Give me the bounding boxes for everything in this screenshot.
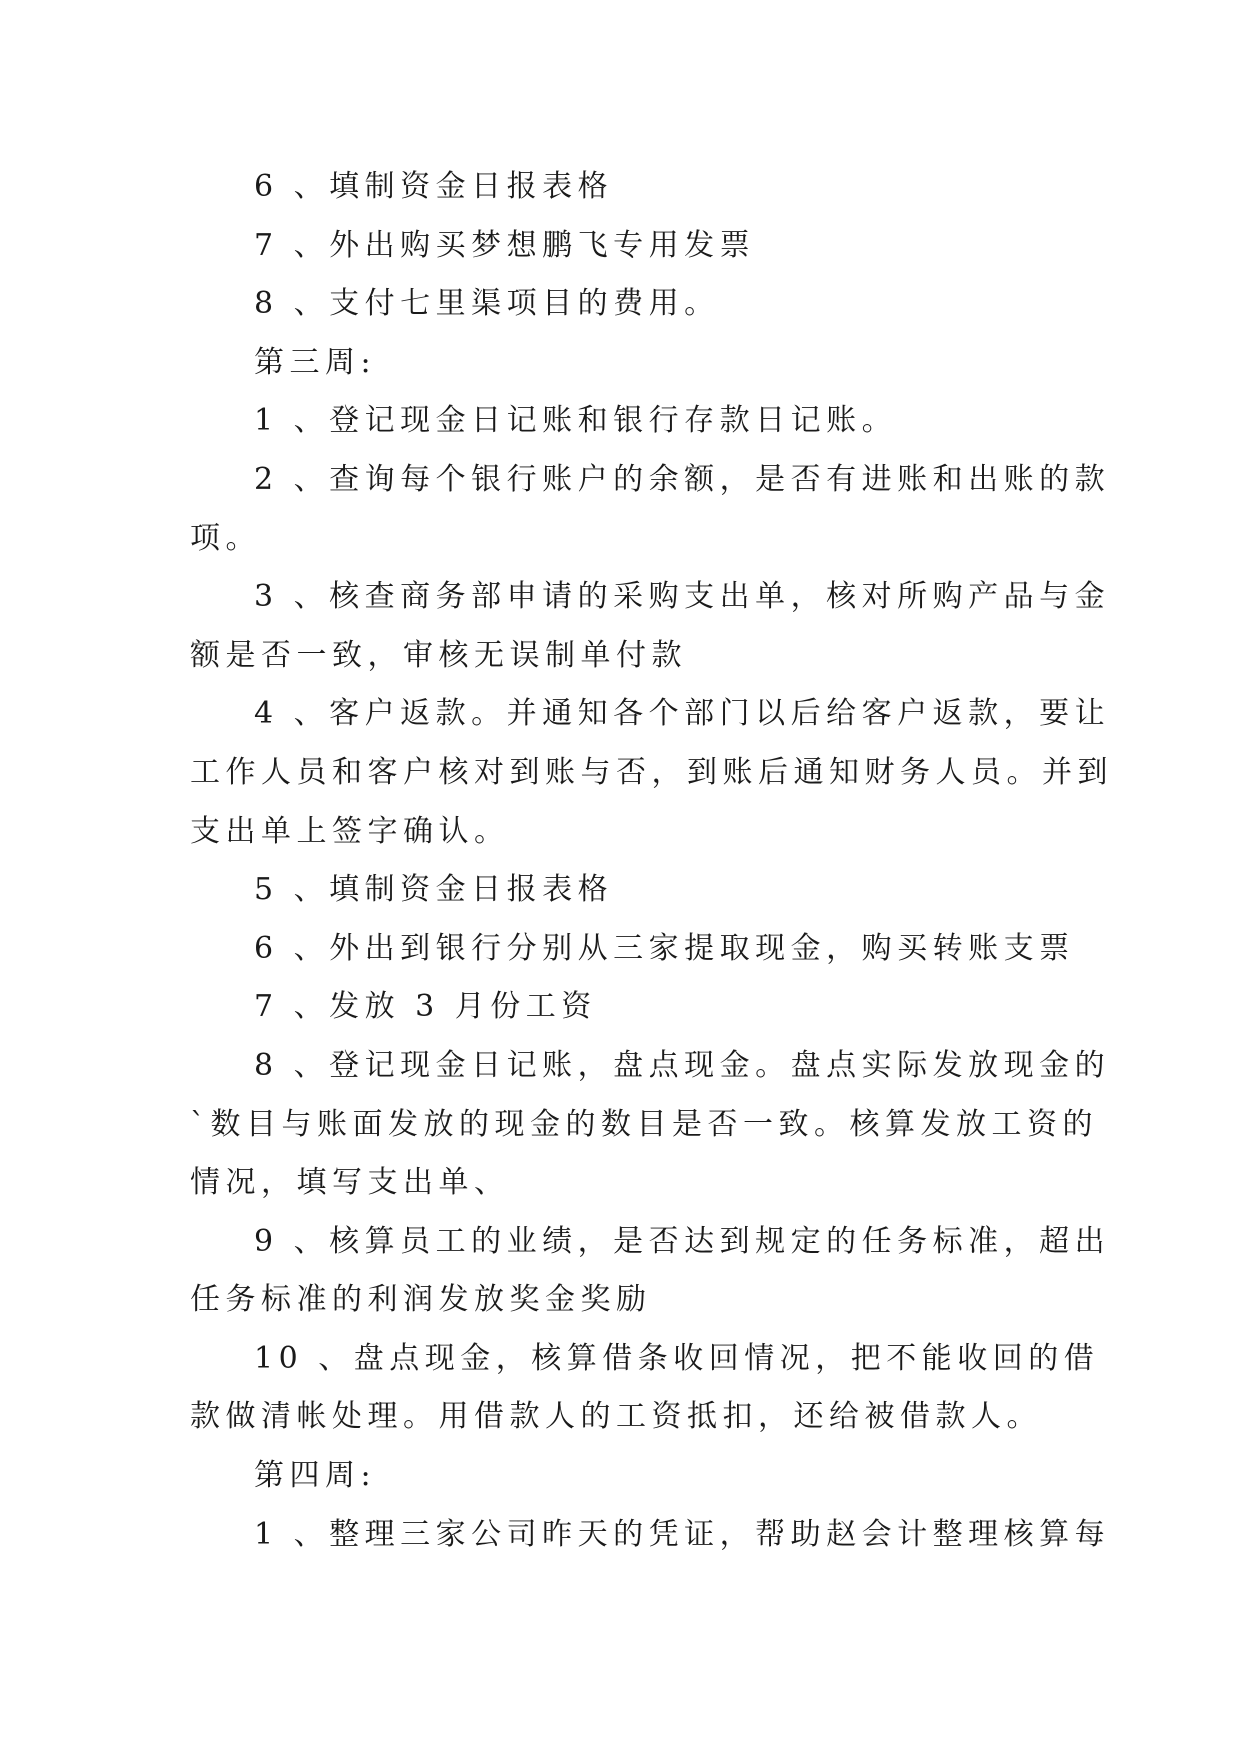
text-line: 7 、发放 3 月份工资	[254, 989, 597, 1025]
text-line: 6 、填制资金日报表格	[254, 169, 614, 204]
text-line: 5 、填制资金日报表格	[254, 872, 614, 908]
text-line: 1 、整理三家公司昨天的凭证，帮助赵会计整理核算每	[254, 1516, 1111, 1552]
text-line: 工作人员和客户核对到账与否，到账后通知财务人员。并到	[190, 754, 1113, 790]
text-line: 额是否一致，审核无误制单付款	[190, 637, 687, 673]
text-line: 任务标准的利润发放奖金奖励	[190, 1282, 652, 1318]
text-line: 2 、查询每个银行账户的余额，是否有进账和出账的款	[254, 461, 1111, 497]
text-line: 6 、外出到银行分别从三家提取现金，购买转账支票	[254, 930, 1075, 966]
text-line: 情况，填写支出单、	[190, 1165, 510, 1201]
section-heading: 第四周:	[254, 1458, 377, 1494]
text-line: 9 、核算员工的业绩，是否达到规定的任务标准，超出	[254, 1223, 1111, 1259]
text-line: 8 、支付七里渠项目的费用。	[254, 286, 720, 322]
document-body	[190, 158, 1113, 1564]
text-line: 10 、盘点现金，核算借条收回情况，把不能收回的借	[254, 1340, 1100, 1376]
text-line: 7 、外出购买梦想鹏飞专用发票	[254, 227, 756, 263]
text-line: 项。	[190, 520, 261, 556]
text-line: `数目与账面发放的现金的数目是否一致。核算发放工资的	[190, 1106, 1098, 1142]
text-line: 8 、登记现金日记账，盘点现金。盘点实际发放现金的	[254, 1047, 1111, 1083]
text-line: 支出单上签字确认。	[190, 813, 510, 849]
text-line: 1 、登记现金日记账和银行存款日记账。	[254, 403, 898, 439]
text-line: 3 、核查商务部申请的采购支出单，核对所购产品与金	[254, 579, 1111, 615]
text-line: 款做清帐处理。用借款人的工资抵扣，还给被借款人。	[190, 1399, 1042, 1435]
section-heading: 第三周:	[254, 344, 377, 380]
text-line: 4 、客户返款。并通知各个部门以后给客户返款，要让	[254, 696, 1111, 732]
